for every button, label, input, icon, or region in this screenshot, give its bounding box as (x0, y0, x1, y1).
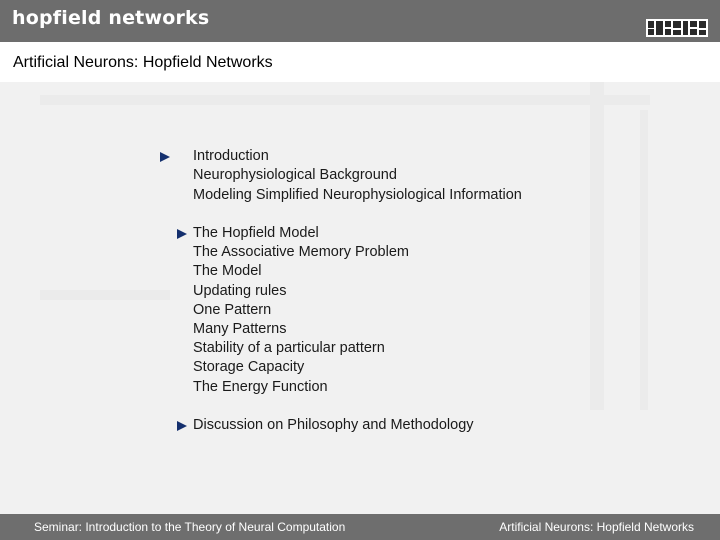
header-bar (0, 0, 720, 42)
outline-item: Many Patterns (193, 321, 287, 337)
background-decoration (40, 290, 170, 300)
footer-bar (0, 514, 720, 540)
bullet-arrow-icon (160, 152, 170, 162)
footer-slide-title: Artificial Neurons: Hopfield Networks (499, 520, 694, 534)
outline-item: Stability of a particular pattern (193, 340, 385, 356)
background-decoration (640, 110, 648, 410)
title-band (0, 42, 720, 82)
bullet-arrow-icon (177, 229, 187, 239)
outline-item: Neurophysiological Background (193, 167, 397, 183)
footer-seminar-title: Seminar: Introduction to the Theory of Neural Computation (34, 520, 346, 534)
outline-item: Storage Capacity (193, 359, 305, 375)
background-decoration (40, 95, 650, 105)
institute-logo-icon (646, 19, 708, 37)
outline-item: Modeling Simplified Neurophysiological Information (193, 187, 522, 203)
section-heading: Discussion on Philosophy and Methodology (193, 417, 474, 433)
outline-item: The Energy Function (193, 379, 328, 395)
outline-item: The Associative Memory Problem (193, 244, 409, 260)
slide-title: Artificial Neurons: Hopfield Networks (13, 54, 273, 71)
outline-item: Updating rules (193, 283, 287, 299)
brand-title: hopfield networks (12, 7, 210, 29)
section-heading: Introduction (193, 148, 269, 164)
background-decoration (590, 70, 604, 410)
bullet-arrow-icon (177, 421, 187, 431)
section-heading: The Hopfield Model (193, 225, 319, 241)
outline-item: One Pattern (193, 302, 272, 318)
outline-item: The Model (193, 263, 262, 279)
